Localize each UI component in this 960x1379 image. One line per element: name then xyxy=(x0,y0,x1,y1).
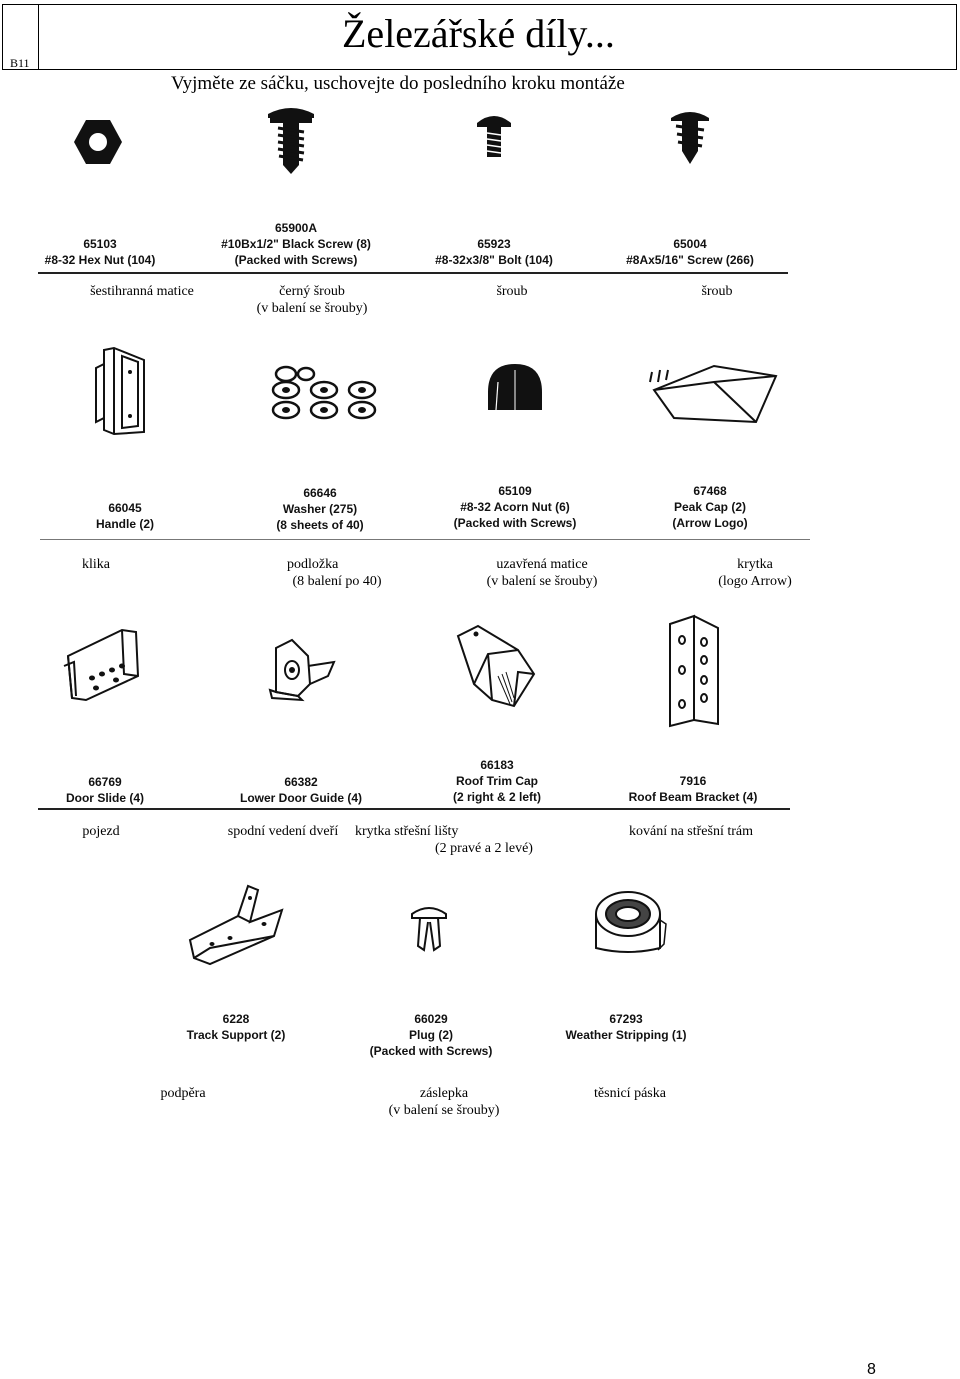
section-code: B11 xyxy=(10,56,30,70)
part-note: (Packed with Screws) xyxy=(453,516,577,530)
part-code: 66382 xyxy=(284,775,318,789)
part-name: #8-32 Acorn Nut (6) xyxy=(460,500,570,514)
part-label-track-support xyxy=(166,1011,306,1043)
weather-stripping-icon xyxy=(588,886,668,958)
part-label-peak-cap xyxy=(650,483,770,531)
czech-label xyxy=(575,1085,685,1102)
part-label-lower-door-guide xyxy=(216,774,386,806)
czech-name: klika xyxy=(82,557,110,572)
part-name: Weather Stripping (1) xyxy=(565,1028,687,1042)
czech-label xyxy=(364,1085,524,1119)
part-note: (Arrow Logo) xyxy=(672,516,748,530)
part-name: #8Ax5/16" Screw (266) xyxy=(626,253,754,267)
row-rule xyxy=(38,272,788,274)
plug-icon xyxy=(410,902,448,952)
part-name: Track Support (2) xyxy=(186,1028,286,1042)
part-name: Washer (275) xyxy=(282,502,358,516)
czech-label xyxy=(212,283,412,317)
part-label-door-slide xyxy=(40,774,170,806)
czech-label xyxy=(690,556,820,590)
part-label-handle xyxy=(60,500,190,532)
part-label-washer xyxy=(250,485,390,533)
czech-name: krytka xyxy=(737,557,773,572)
czech-label xyxy=(61,823,141,840)
part-note: (2 right & 2 left) xyxy=(452,790,541,804)
screw-icon xyxy=(669,108,711,164)
czech-name: šestihranná matice xyxy=(90,284,194,299)
part-code: 65103 xyxy=(83,237,117,251)
part-label-black-screw xyxy=(196,220,396,268)
czech-label xyxy=(462,556,622,590)
czech-name: záslepka xyxy=(419,1086,469,1101)
part-code: 66183 xyxy=(480,758,514,772)
part-code: 66769 xyxy=(88,775,122,789)
header-divider xyxy=(38,4,39,70)
peak-cap-icon xyxy=(644,360,780,426)
part-code: 65900A xyxy=(274,221,318,235)
part-code: 66029 xyxy=(414,1012,448,1026)
czech-label xyxy=(62,283,222,300)
czech-label xyxy=(257,556,417,590)
czech-name: uzavřená matice xyxy=(496,557,588,572)
part-label-weather-stripping xyxy=(548,1011,704,1043)
czech-note: (2 pravé a 2 levé) xyxy=(435,841,533,856)
part-code: 66045 xyxy=(108,501,142,515)
acorn-nut-icon xyxy=(484,362,546,414)
part-name: Peak Cap (2) xyxy=(673,500,747,514)
black-screw-icon xyxy=(266,104,316,174)
czech-name: šroub xyxy=(496,284,528,299)
row-rule xyxy=(38,808,790,810)
part-note: (Packed with Screws) xyxy=(369,1044,493,1058)
page-title: Železářské díly... xyxy=(342,11,615,56)
page-number: 8 xyxy=(867,1361,876,1378)
part-code: 65109 xyxy=(498,484,532,498)
czech-label xyxy=(462,283,562,300)
part-code: 65923 xyxy=(477,237,511,251)
czech-name: podložka xyxy=(287,557,339,572)
czech-name: spodní vedení dveří xyxy=(227,824,339,839)
hex-nut-icon xyxy=(72,118,124,166)
part-name: Roof Trim Cap xyxy=(455,774,538,788)
part-label-hex-nut xyxy=(20,236,180,268)
part-name: Plug (2) xyxy=(409,1028,453,1042)
czech-note: (logo Arrow) xyxy=(718,574,792,589)
lower-door-guide-icon xyxy=(266,636,338,702)
czech-note: (v balení se šrouby) xyxy=(486,574,598,589)
part-label-screw xyxy=(604,236,776,268)
roof-trim-cap-icon xyxy=(454,624,540,712)
part-label-plug xyxy=(356,1011,506,1059)
czech-label xyxy=(355,823,555,857)
part-name: #10Bx1/2" Black Screw (8) xyxy=(221,237,371,251)
czech-note: (v balení se šrouby) xyxy=(388,1103,500,1118)
part-label-roof-beam-bracket xyxy=(608,773,778,805)
czech-label xyxy=(208,823,358,840)
part-label-acorn-nut xyxy=(430,483,600,531)
part-label-bolt xyxy=(412,236,576,268)
part-code: 66646 xyxy=(303,486,337,500)
part-note: (8 sheets of 40) xyxy=(276,518,364,532)
roof-beam-bracket-icon xyxy=(664,614,724,728)
bolt-icon xyxy=(476,111,512,159)
door-slide-icon xyxy=(62,626,144,706)
page-subtitle: Vyjměte ze sáčku, uschovejte do posledního kroku montáže xyxy=(171,73,625,94)
part-code: 65004 xyxy=(673,237,707,251)
czech-note: (v balení se šrouby) xyxy=(256,301,368,316)
part-name: #8-32x3/8" Bolt (104) xyxy=(435,253,553,267)
part-code: 7916 xyxy=(679,774,707,788)
czech-label xyxy=(138,1085,228,1102)
washer-sheet-icon xyxy=(266,364,386,426)
part-label-roof-trim-cap xyxy=(420,757,574,805)
czech-note: (8 balení po 40) xyxy=(292,574,382,589)
part-name: #8-32 Hex Nut (104) xyxy=(44,253,156,267)
part-name: Handle (2) xyxy=(95,517,154,531)
czech-name: černý šroub xyxy=(279,284,345,299)
track-support-icon xyxy=(186,882,286,966)
czech-label xyxy=(667,283,767,300)
part-name: Roof Beam Bracket (4) xyxy=(628,790,758,804)
handle-icon xyxy=(92,346,148,436)
czech-name: podpěra xyxy=(160,1086,206,1101)
czech-name: krytka střešní lišty xyxy=(355,824,459,839)
czech-name: kování na střešní trám xyxy=(628,824,754,839)
part-name: Lower Door Guide (4) xyxy=(239,791,362,805)
part-code: 67468 xyxy=(693,484,727,498)
part-code: 6228 xyxy=(222,1012,250,1026)
czech-label xyxy=(606,823,776,840)
part-name: Door Slide (4) xyxy=(65,791,144,805)
row-rule xyxy=(40,539,810,540)
czech-name: pojezd xyxy=(82,824,120,839)
czech-name: šroub xyxy=(701,284,733,299)
czech-name: těsnicí páska xyxy=(594,1086,666,1101)
part-note: (Packed with Screws) xyxy=(234,253,358,267)
part-code: 67293 xyxy=(609,1012,643,1026)
czech-label xyxy=(56,556,136,573)
